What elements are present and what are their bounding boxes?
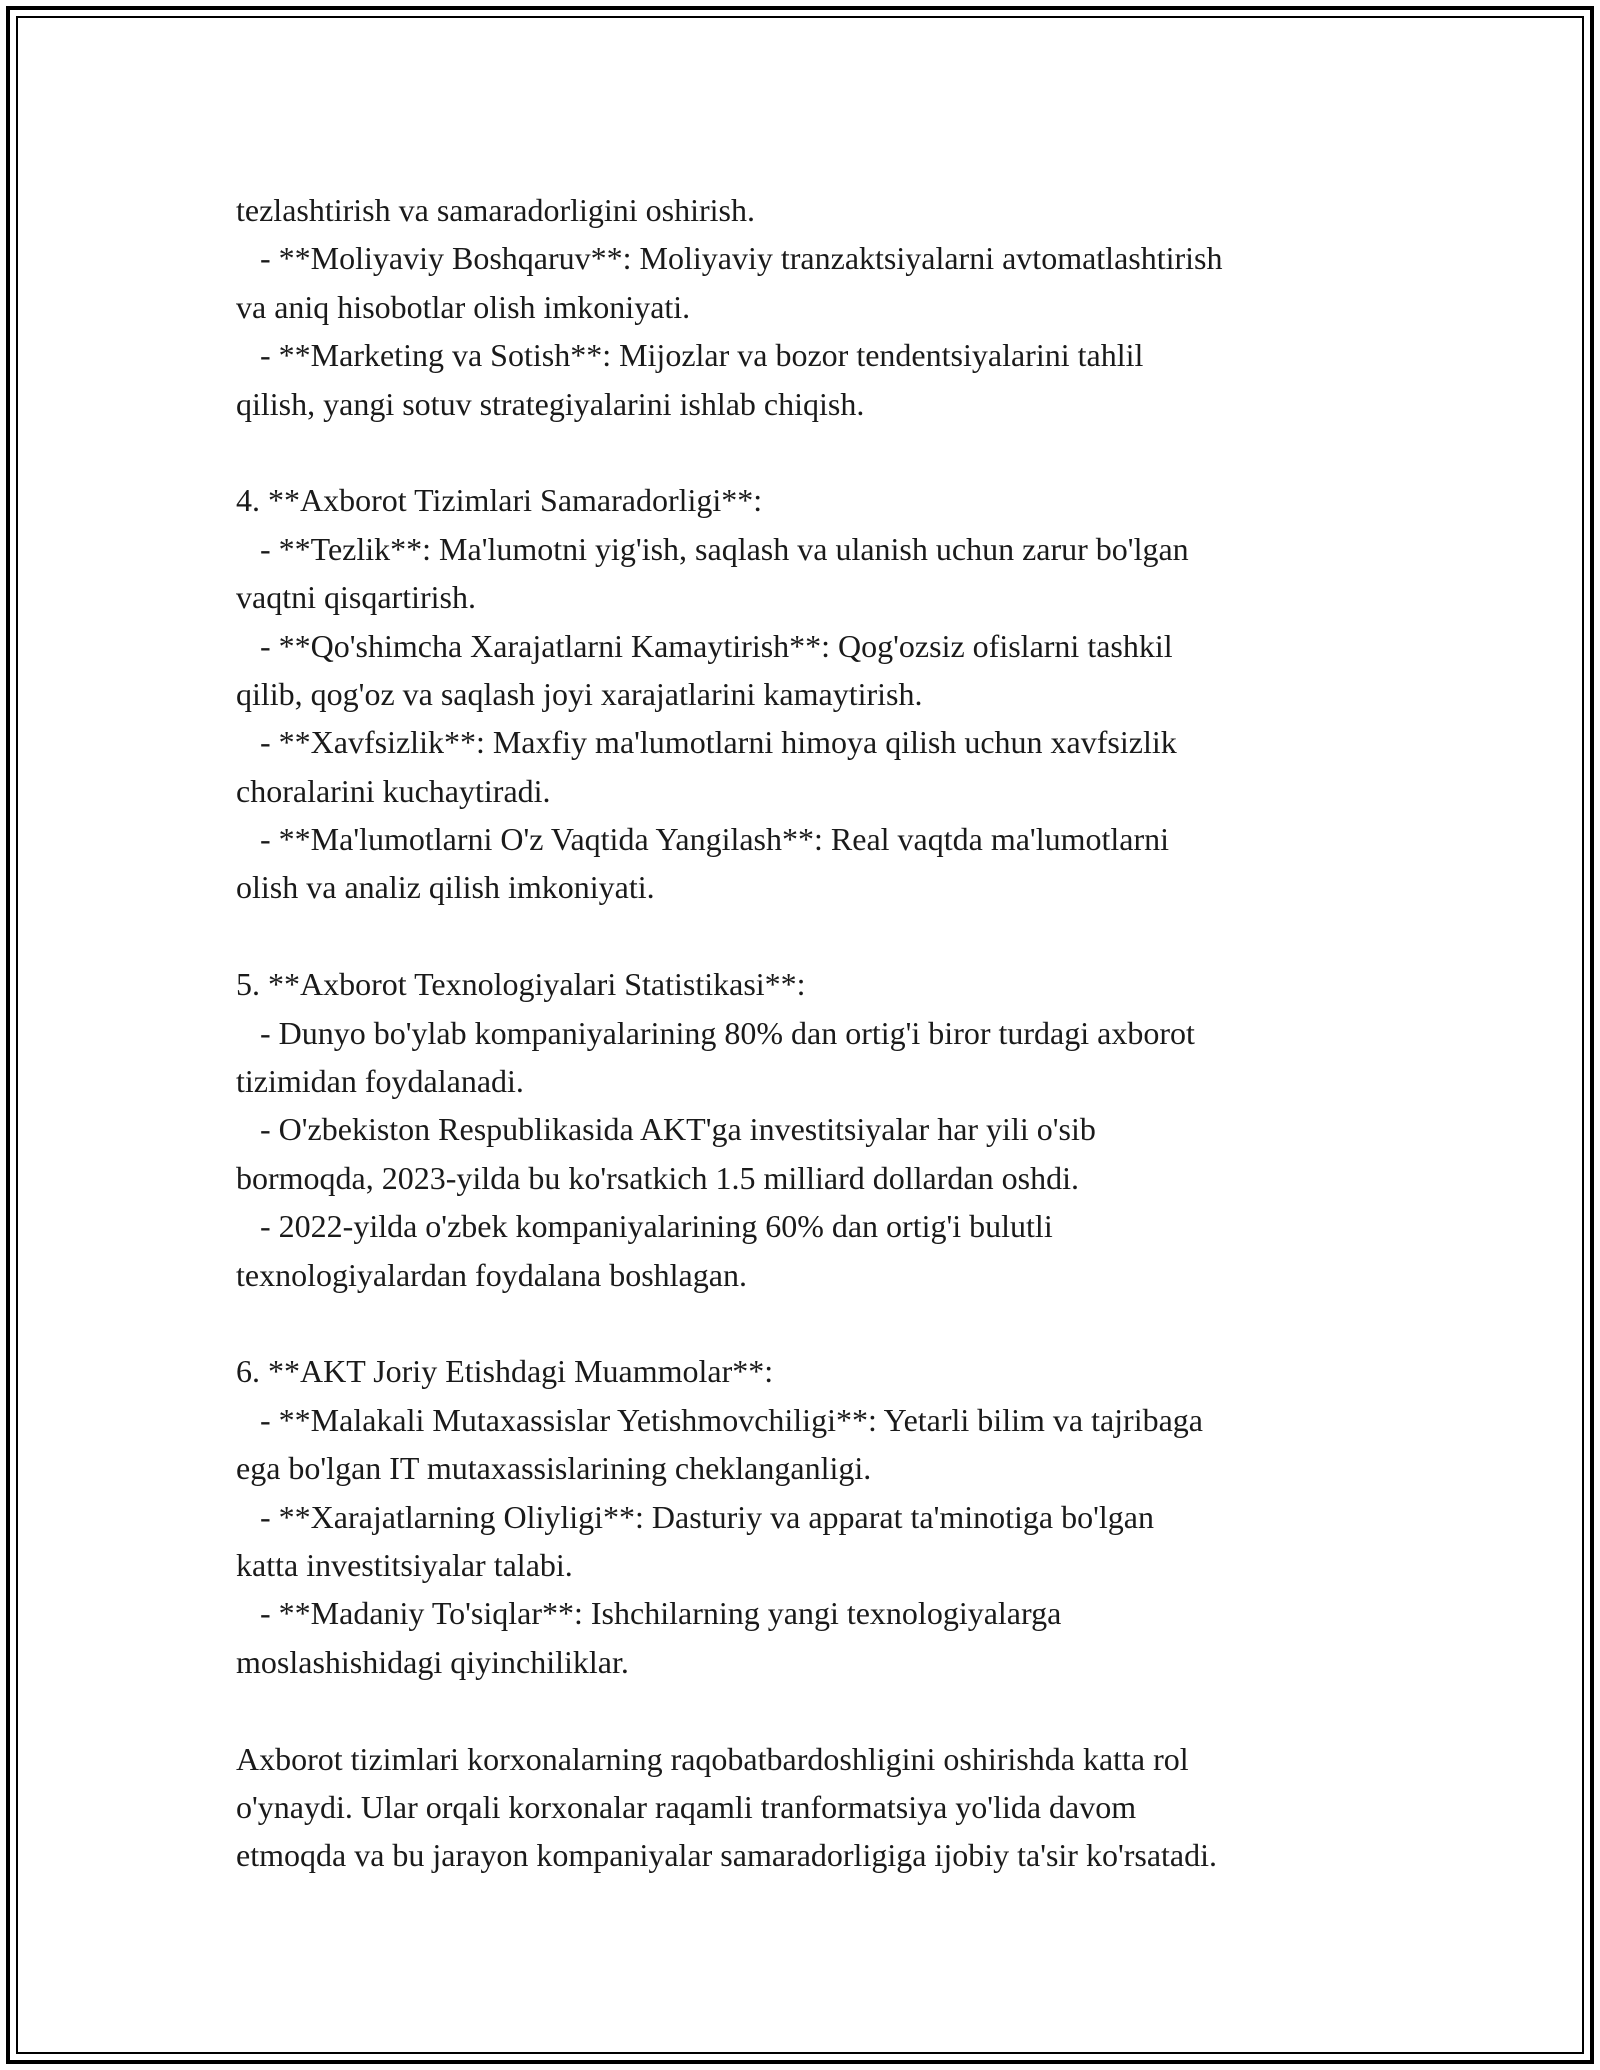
bullet-line: - **Tezlik**: Ma'lumotni yig'ish, saqlash va ulanish uchun zarur bo'lgan: [236, 530, 1189, 567]
text-line: katta investitsiyalar talabi.: [236, 1546, 573, 1583]
paragraph-spacer: [236, 1299, 1396, 1347]
section-heading: 6. **AKT Joriy Etishdagi Muammolar**:: [236, 1353, 774, 1390]
text-line: tezlashtirish va samaradorligini oshirish.: [236, 192, 755, 228]
bullet-line: - **Xarajatlarning Oliyligi**: Dasturiy va apparat ta'minotiga bo'lgan: [236, 1498, 1154, 1535]
text-line: olish va analiz qilish imkoniyati.: [236, 869, 655, 906]
text-line: tizimidan foydalanadi.: [236, 1063, 524, 1100]
conclusion-line: Axborot tizimlari korxonalarning raqobatbardoshligini oshirishda katta rol: [236, 1740, 1189, 1777]
bullet-line: - 2022-yilda o'zbek kompaniyalarining 60% dan ortig'i bulutli: [236, 1208, 1053, 1245]
document-body: [236, 186, 1396, 1880]
bullet-line: - **Qo'shimcha Xarajatlarni Kamaytirish**: Qog'ozsiz ofislarni tashkil: [236, 627, 1173, 664]
bullet-line: - **Xavfsizlik**: Maxfiy ma'lumotlarni himoya qilish uchun xavfsizlik: [236, 724, 1177, 761]
text-line: vaqtni qisqartirish.: [236, 579, 476, 616]
text-line: va aniq hisobotlar olish imkoniyati.: [236, 288, 691, 325]
paragraph-spacer: [236, 428, 1396, 476]
section-heading: 4. **Axborot Tizimlari Samaradorligi**:: [236, 482, 763, 519]
bullet-line: - **Moliyaviy Boshqaruv**: Moliyaviy tranzaktsiyalarni avtomatlashtirish: [236, 240, 1223, 277]
bullet-line: - **Malakali Mutaxassislar Yetishmovchiligi**: Yetarli bilim va tajribaga: [236, 1401, 1203, 1438]
text-line: choralarini kuchaytiradi.: [236, 772, 551, 809]
bullet-line: - **Ma'lumotlarni O'z Vaqtida Yangilash**: Real vaqtda ma'lumotlarni: [236, 821, 1169, 858]
bullet-line: - Dunyo bo'ylab kompaniyalarining 80% dan ortig'i biror turdagi axborot: [236, 1014, 1195, 1051]
conclusion-line: o'ynaydi. Ular orqali korxonalar raqamli tranformatsiya yo'lida davom: [236, 1788, 1137, 1825]
paragraph-spacer: [236, 1686, 1396, 1734]
text-line: texnologiyalardan foydalana boshlagan.: [236, 1256, 747, 1293]
text-line: qilib, qog'oz va saqlash joyi xarajatlarini kamaytirish.: [236, 675, 923, 712]
section-heading: 5. **Axborot Texnologiyalari Statistikasi**:: [236, 966, 806, 1003]
text-line: bormoqda, 2023-yilda bu ko'rsatkich 1.5 milliard dollardan oshdi.: [236, 1159, 1079, 1196]
bullet-line: - **Marketing va Sotish**: Mijozlar va bozor tendentsiyalarini tahlil: [236, 337, 1144, 374]
bullet-line: - O'zbekiston Respublikasida AKT'ga investitsiyalar har yili o'sib: [236, 1111, 1096, 1148]
text-line: ega bo'lgan IT mutaxassislarining cheklanganligi.: [236, 1450, 872, 1487]
conclusion-line: etmoqda va bu jarayon kompaniyalar samaradorligiga ijobiy ta'sir ko'rsatadi.: [236, 1837, 1218, 1874]
paragraph-spacer: [236, 912, 1396, 960]
text-line: qilish, yangi sotuv strategiyalarini ishlab chiqish.: [236, 385, 865, 422]
text-line: moslashishidagi qiyinchiliklar.: [236, 1643, 629, 1680]
bullet-line: - **Madaniy To'siqlar**: Ishchilarning yangi texnologiyalarga: [236, 1595, 1062, 1632]
